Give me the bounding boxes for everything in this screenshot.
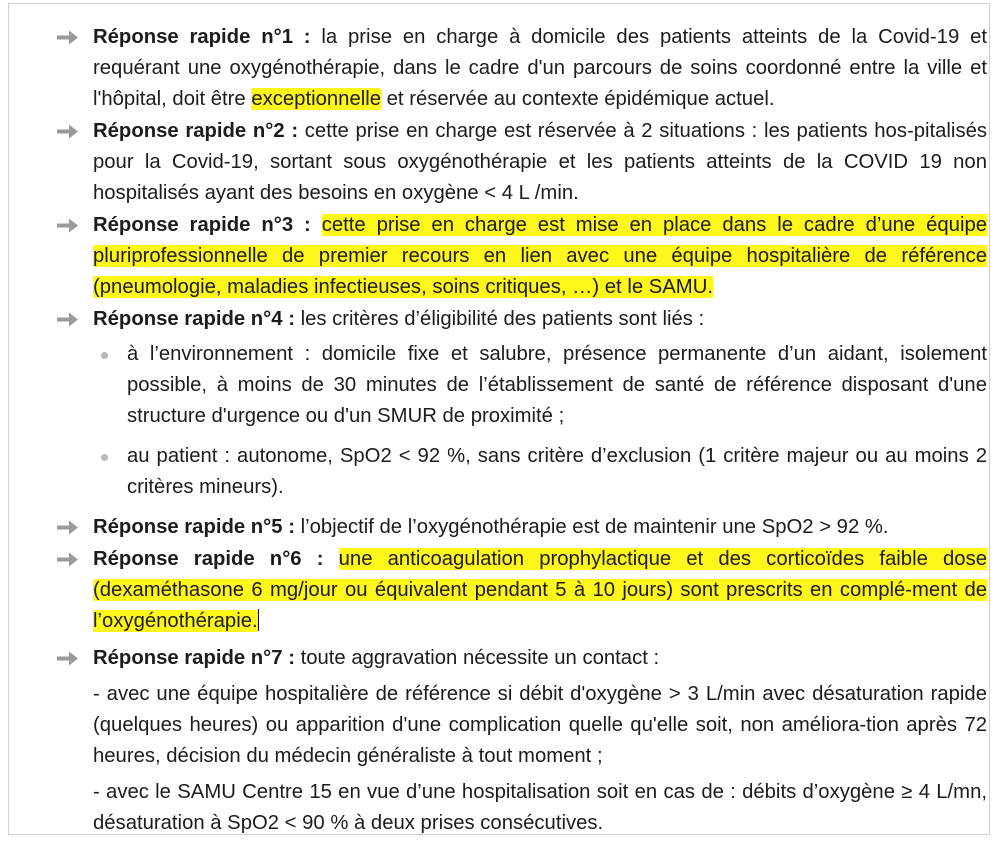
quick-answer-text: les critères d’éligibilité des patients sont liés : [294, 308, 705, 330]
right-arrow-icon [57, 650, 79, 667]
right-arrow-icon [57, 519, 79, 536]
highlighted-text: exceptionnelle [251, 88, 382, 110]
quick-answer-text-end: et réservée au contexte épidémique actuel. [381, 88, 775, 110]
highlighted-text: une anticoagulation prophylactique et des corticoïdes faible dose (dexaméthasone 6 mg/jour ou équivalent pendant 5 à 10 jours) sont prescrits en complé-ment de l’oxygénothérapie. [93, 548, 987, 632]
quick-answer-title: Réponse rapide n°5 : [93, 516, 295, 538]
quick-answer-1 [55, 22, 987, 115]
quick-answer-7 [55, 643, 987, 674]
quick-answer-title: Réponse rapide n°2 : [93, 120, 299, 142]
list-item [55, 339, 987, 432]
right-arrow-icon [57, 311, 79, 328]
right-arrow-icon [57, 29, 79, 46]
criteria-list [55, 339, 987, 503]
quick-answer-title: Réponse rapide n°6 : [93, 548, 324, 570]
quick-answer-6 [55, 544, 987, 637]
list-item-text: au patient : autonome, SpO2 < 92 %, sans critère d’exclusion (1 critère majeur ou au moins 2 critères mineurs). [127, 445, 987, 498]
quick-answer-title: Réponse rapide n°3 : [93, 214, 311, 236]
quick-answer-text: la prise en charge à domicile des patients atteints de la Covid-19 et requérant une oxygénothérapie, dans le cadre d'un parcours de soins coordonné entre la ville et l'hôpital, doit être [93, 26, 987, 110]
bullet-dot-icon [101, 352, 108, 359]
text-cursor [258, 609, 259, 631]
list-item [55, 441, 987, 503]
quick-answer-text: cette prise en charge est réservée à 2 situations : les patients hos-pitalisés pour la Covid-19, sortant sous oxygénothérapie et les patients atteints de la COVID 19 non hospitalisés ayant des besoins en oxygène < 4 L /min. [93, 120, 988, 204]
highlighted-text: cette prise en charge est mise en place dans le cadre d’une équipe pluriprofessionnelle de premier recours en lien avec une équipe hospitalière de référence (pneumologie, maladies infectieuses, soins critiques, …) et le SAMU. [93, 214, 988, 298]
right-arrow-icon [57, 123, 79, 140]
quick-answer-title: Réponse rapide n°1 : [93, 26, 311, 48]
quick-answer-4 [55, 304, 987, 335]
document-content [55, 22, 987, 839]
contact-paragraph: - avec une équipe hospitalière de référence si débit d'oxygène > 3 L/min avec désaturation rapide (quelques heures) ou apparition d'une complication quelle qu'elle soit, non améliora-tion après 72 heures, décision du médecin généraliste à tout moment ; [93, 683, 987, 767]
quick-answer-text: toute aggravation nécessite un contact : [294, 647, 660, 669]
list-item-text: à l’environnement : domicile fixe et salubre, présence permanente d’un aidant, isolement possible, à moins de 30 minutes de l’établissement de santé de référence disposant d'une structure d'urgence ou d'un SMUR de proximité ; [127, 343, 987, 427]
quick-answer-2 [55, 116, 987, 209]
contact-paragraph: - avec le SAMU Centre 15 en vue d’une hospitalisation soit en cas de : débits d’oxygène ≥ 4 L/mn, désaturation à SpO2 < 90 % à deux prises consécutives. [93, 781, 987, 834]
quick-answer-text: l’objectif de l’oxygénothérapie est de maintenir une SpO2 > 92 %. [294, 516, 889, 538]
document-frame [8, 3, 990, 835]
right-arrow-icon [57, 551, 79, 568]
quick-answer-title: Réponse rapide n°4 : [93, 308, 295, 330]
bullet-dot-icon [101, 454, 108, 461]
quick-answer-3 [55, 210, 987, 303]
quick-answer-title: Réponse rapide n°7 : [93, 647, 295, 669]
right-arrow-icon [57, 217, 79, 234]
quick-answer-5 [55, 512, 987, 543]
